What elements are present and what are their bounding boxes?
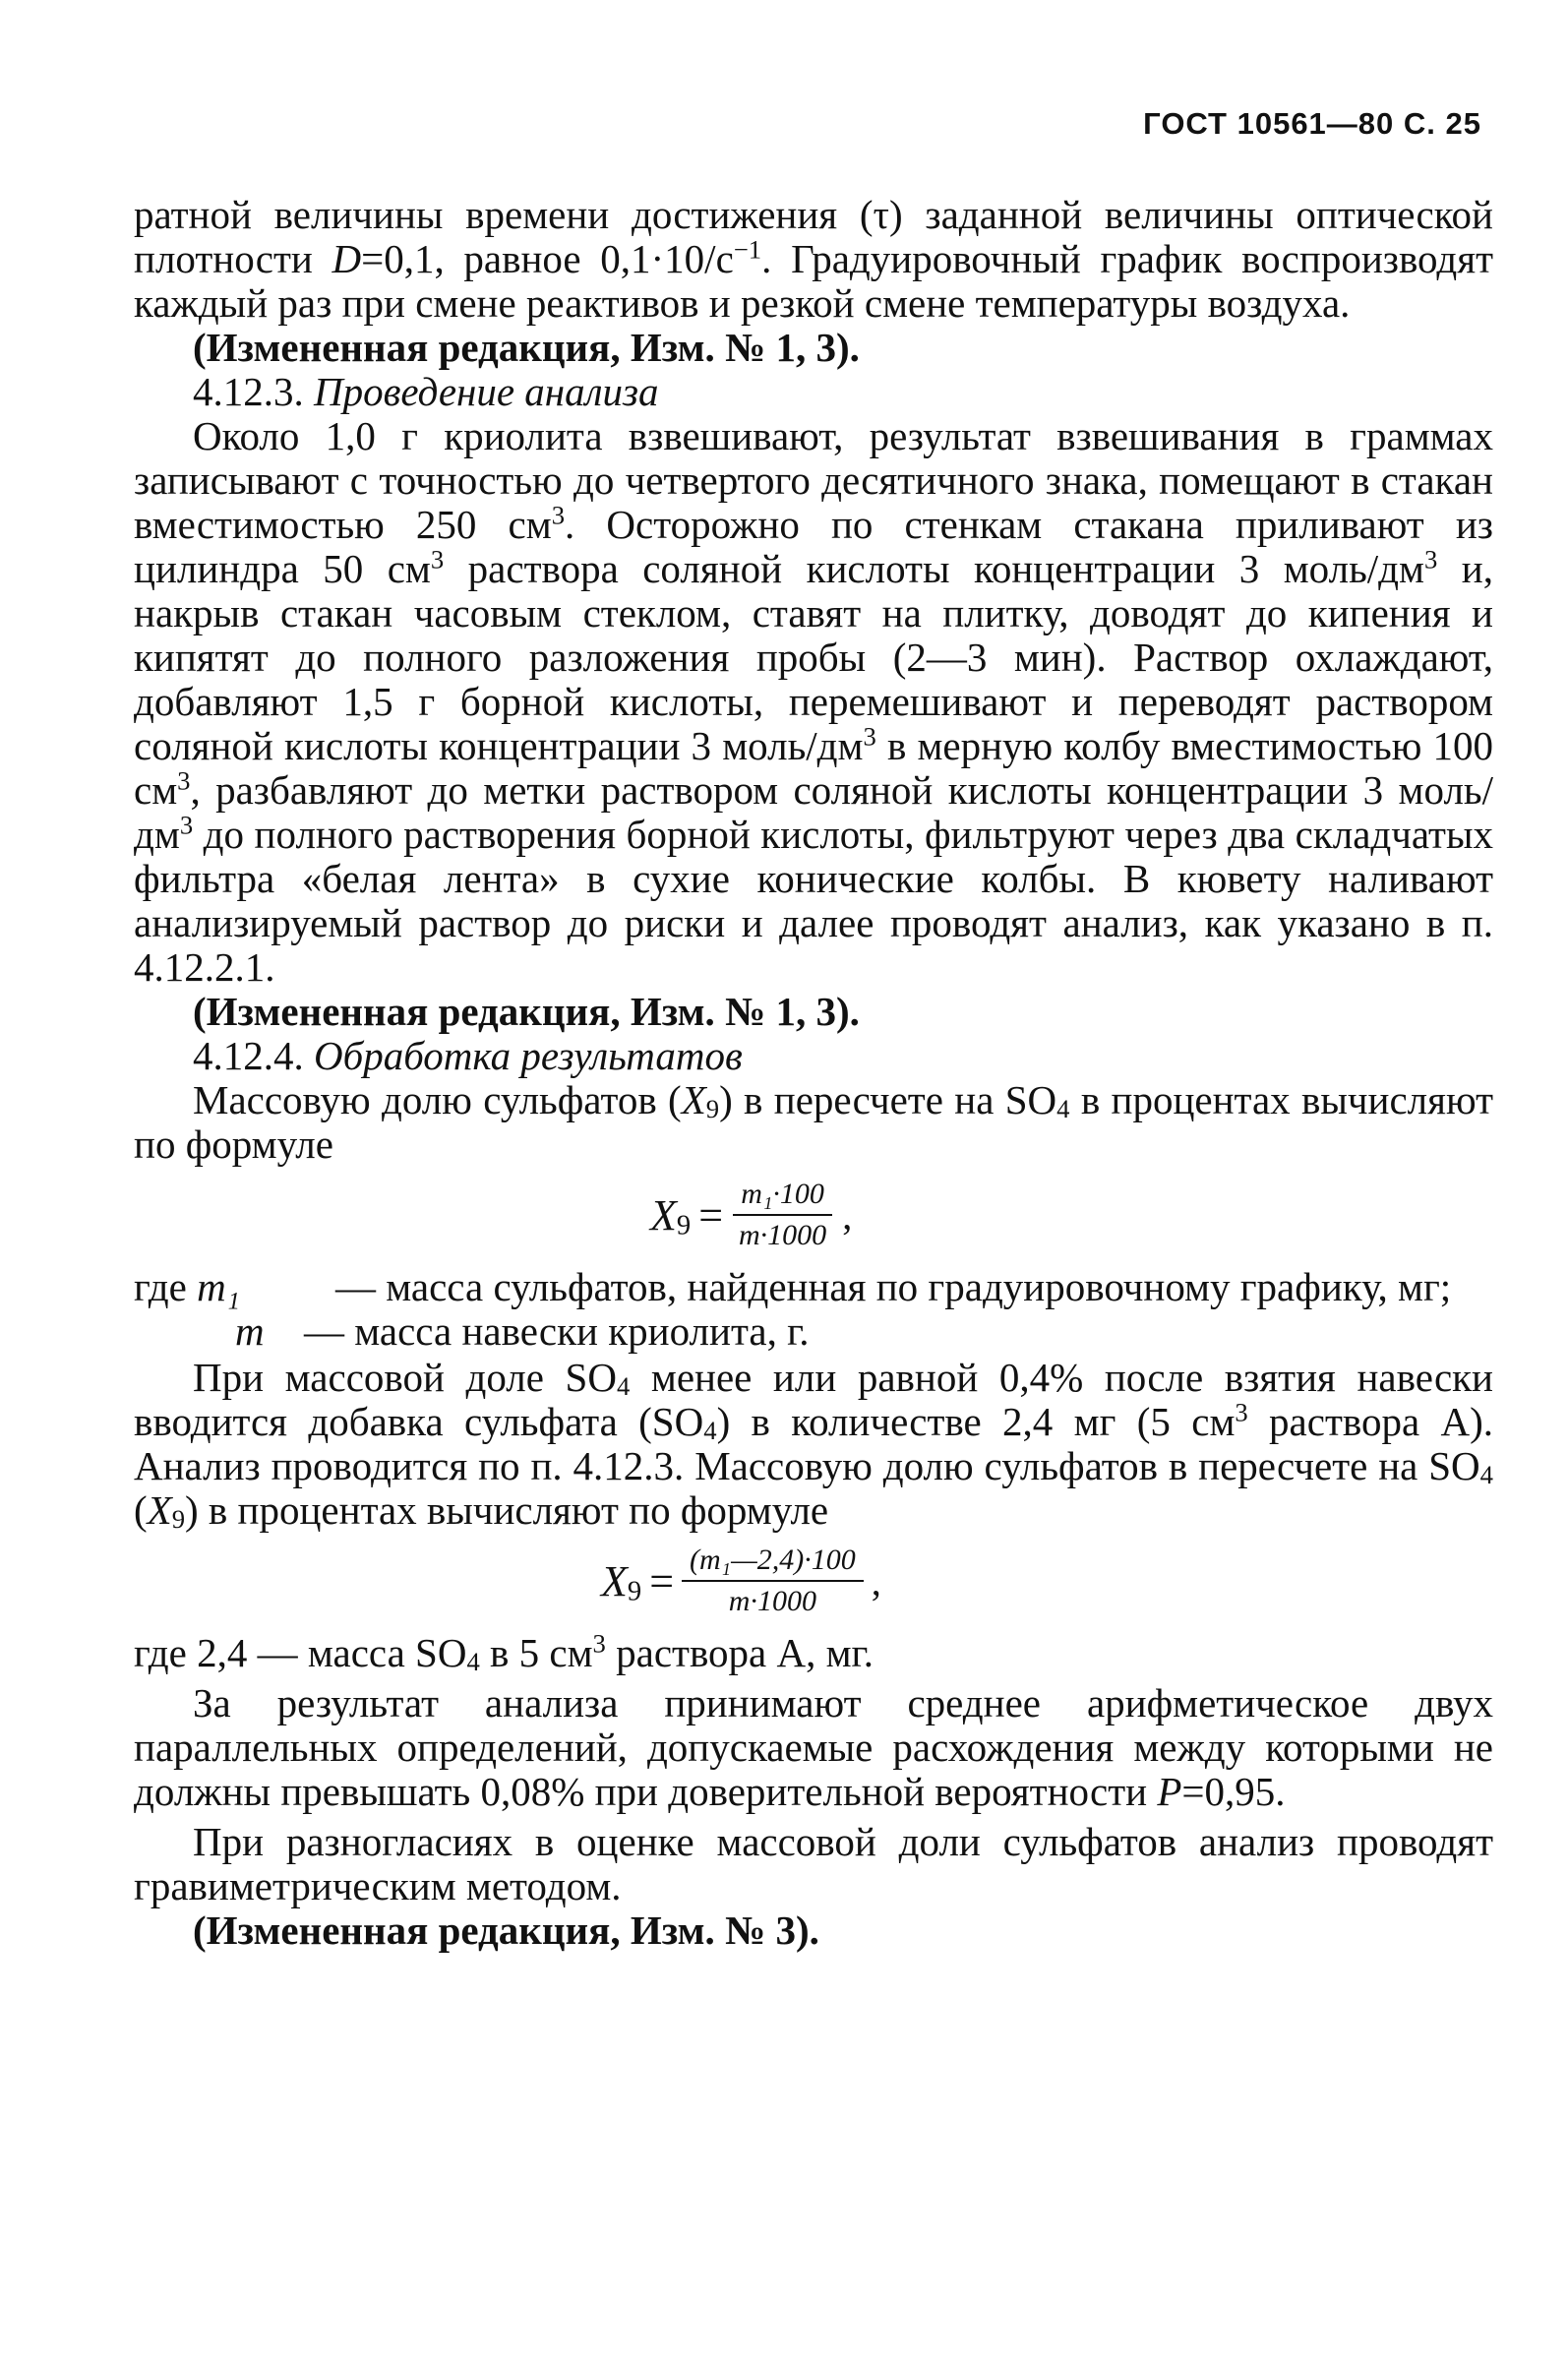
symbol-x: X [681, 1077, 706, 1122]
superscript: 3 [592, 1628, 606, 1659]
text-span: раствора А). Анализ проводится по п. 4.12.3. Массовую долю сульфатов в пересчете на SO [134, 1399, 1493, 1488]
legend-2-4 [134, 1628, 1493, 1676]
symbol-m1: m₁ [197, 1264, 240, 1309]
text-span: , разбавляют до метки раствором соляной кислоты концентрации 3 моль/дм [134, 767, 1493, 857]
formula-lhs [650, 1190, 692, 1241]
symbol-x: X [147, 1487, 172, 1533]
superscript: 3 [177, 765, 191, 796]
symbol-p: P [1157, 1769, 1182, 1814]
symbol-m: m [235, 1308, 265, 1354]
superscript: 3 [1424, 544, 1438, 575]
paragraph-calibration-end [134, 193, 1493, 326]
page-body [134, 193, 1493, 1953]
equals-sign: = [649, 1556, 675, 1605]
text-span: раствора А, мг. [605, 1630, 874, 1675]
section-title: Проведение анализа [314, 369, 659, 414]
page-header: ГОСТ 10561—80 С. 25 [1143, 106, 1481, 141]
paragraph-analysis-procedure [134, 414, 1493, 990]
text-span: и, накрыв стакан часовым стеклом, ставят на плитку, доводят до кипения и кипятят до полного разложения пробы (2—3 мин). Раствор охлаждают, добавляют 1,5 г борной кислоты, перемешивают и переводят раствором соляной кислоты концентрации 3 моль/дм [134, 546, 1493, 768]
edit-note-3: (Измененная редакция, Изм. № 3). [193, 1907, 819, 1953]
text-span: . Градуировочный график воспроизводят каждый раз при смене реактивов и резкой смене температуры воздуха. [134, 236, 1493, 326]
formula-comma: , [871, 1558, 881, 1604]
section-number: 4.12.3. [193, 369, 304, 414]
text-span: ратной величины времени достижения (τ) заданной величины оптической плотности [134, 192, 1493, 281]
fraction-denominator: m·1000 [739, 1219, 827, 1251]
text-span: где 2,4 — масса SO [134, 1630, 467, 1675]
legend-definition: — масса навески криолита, г. [304, 1308, 810, 1354]
superscript: −1 [733, 234, 762, 265]
superscript: 3 [430, 544, 445, 575]
where-word: где [134, 1264, 198, 1309]
superscript: 3 [1235, 1397, 1248, 1427]
text-span: в мерную колбу вместимостью 100 см [134, 723, 1493, 813]
symbol-d: D [332, 236, 362, 281]
section-title: Обработка результатов [314, 1033, 743, 1078]
text-span: Массовую долю сульфатов ( [193, 1077, 682, 1122]
paragraph-result-intro [134, 1078, 1493, 1167]
text-span: ) в пересчете на SO [719, 1077, 1057, 1122]
superscript: 3 [179, 810, 194, 840]
section-heading-4-12-3 [134, 370, 1493, 414]
text-span: Около 1,0 г криолита взвешивают, результат взвешивания в граммах записывают с точностью до четвертого десятичного знака, помещают в стакан вместимостью 250 см [134, 413, 1493, 547]
fraction [682, 1543, 864, 1619]
formula-lhs [601, 1556, 642, 1606]
paragraph-result-criterion [134, 1681, 1493, 1814]
fraction-numerator: (m₁—2,4)·100 [682, 1543, 864, 1582]
formula-symbol: X [650, 1190, 677, 1240]
superscript: 3 [863, 721, 876, 752]
subscript: 4 [466, 1646, 480, 1676]
edit-note-2: (Измененная редакция, Изм. № 1, 3). [193, 989, 860, 1034]
subscript: 9 [171, 1503, 186, 1534]
formula-subscript: 9 [627, 1575, 642, 1606]
subscript: 4 [1056, 1093, 1070, 1123]
legend-definition: — масса сульфатов, найденная по градуировочному графику, мг; [335, 1264, 1452, 1309]
text-span: в процентах вычисляют по формуле [134, 1077, 1493, 1167]
text-span: в 5 см [479, 1630, 593, 1675]
formula-comma: , [842, 1192, 853, 1238]
formula-x9-corrected [134, 1543, 1493, 1619]
legend-m [134, 1309, 1493, 1354]
fraction [731, 1177, 834, 1253]
subscript: 9 [705, 1093, 720, 1123]
text-span: менее или равной 0,4% после взятия навески вводится добавка сульфата (SO [134, 1355, 1494, 1444]
formula-subscript: 9 [676, 1209, 692, 1241]
subscript: 4 [616, 1370, 631, 1401]
paragraph-disagreement: При разногласиях в оценке массовой доли сульфатов анализ проводят гравиметрическим методом. [134, 1819, 1493, 1908]
text-span: При массовой доле SO [193, 1355, 617, 1400]
section-heading-4-12-4 [134, 1034, 1493, 1078]
formula-symbol: X [601, 1556, 628, 1605]
equals-sign: = [698, 1190, 724, 1240]
section-number: 4.12.4. [193, 1033, 304, 1078]
edit-note-1: (Измененная редакция, Изм. № 1, 3). [193, 325, 860, 370]
text-span: до полного растворения борной кислоты, фильтруют через два складчатых фильтра «белая лента» в сухие конические колбы. В кювету наливают анализируемый раствор до риски и далее проводят анализ, как указано в п. 4.12.2.1. [134, 812, 1493, 990]
text-span: =0,95. [1181, 1769, 1286, 1814]
paragraph-low-sulfate [134, 1356, 1493, 1533]
formula-x9-basic [134, 1177, 1493, 1253]
text-span: ( [134, 1487, 148, 1533]
subscript: 4 [703, 1415, 717, 1445]
text-span: =0,1, равное 0,1·10/с [361, 236, 734, 281]
legend-m1 [134, 1265, 1493, 1309]
fraction-numerator: m₁·100 [733, 1177, 832, 1216]
subscript: 4 [1479, 1459, 1493, 1489]
fraction-denominator: m·1000 [728, 1585, 816, 1617]
text-span: раствора соляной кислоты концентрации 3 моль/дм [444, 546, 1424, 591]
superscript: 3 [551, 500, 566, 530]
text-span: . Осторожно по стенкам стакана приливают из цилиндра 50 см [134, 502, 1493, 591]
text-span: ) в количестве 2,4 мг (5 см [716, 1399, 1236, 1444]
text-span: ) в процентах вычисляют по формуле [185, 1487, 829, 1533]
text-span: За результат анализа принимают среднее арифметическое двух параллельных определений, допускаемые расхождения между которыми не должны превышать 0,08% при доверительной вероятности [134, 1680, 1493, 1814]
legend-symbol [134, 1265, 335, 1309]
